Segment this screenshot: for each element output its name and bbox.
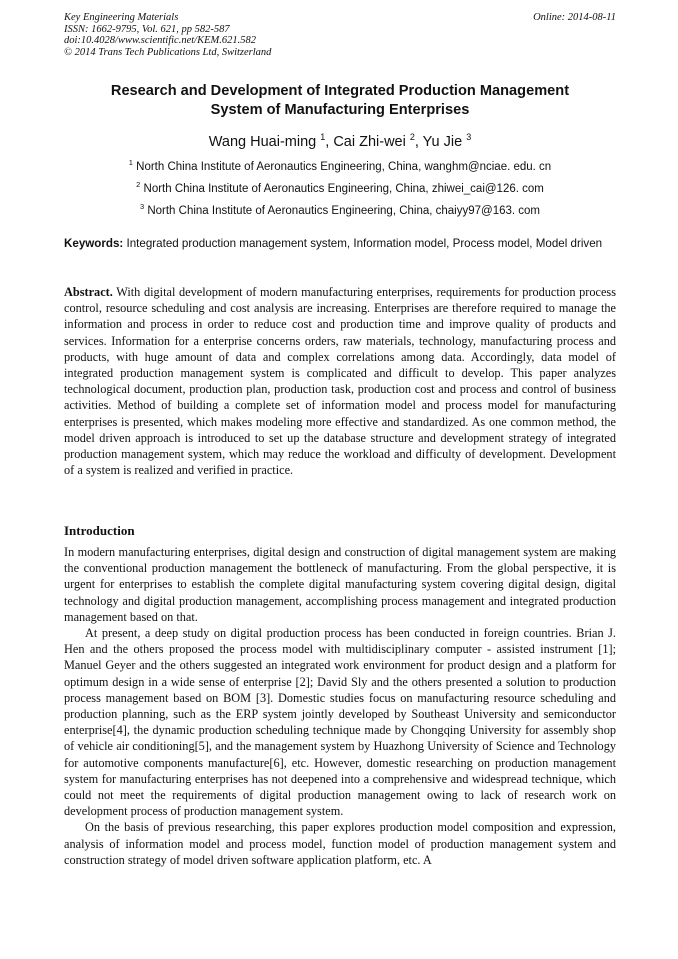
journal-name: Key Engineering Materials	[64, 12, 179, 23]
keywords-text: Integrated production management system, Information model, Process model, Model driven	[123, 237, 603, 250]
author-affil-mark: 1	[320, 132, 326, 142]
affiliation-text: North China Institute of Aeronautics Engineering, China, wanghm@nciae. edu. cn	[132, 160, 552, 173]
affiliation-text: North China Institute of Aeronautics Engineering, China, zhiwei_cai@126. com	[140, 182, 544, 195]
paragraph: At present, a deep study on digital production process has been conducted in foreign countries. Brian J. Hen and the others proposed the process model with multidisciplinary computer - assisted instrument [1]; Manuel Geyer and the others suggested an integrated work environment for product design and a platform for optimum design in a wide sense of enterprise [2]; David Sly and the others presented a solution to production process management based on BOM [3]. Domestic studies focus on manufacturing resource scheduling and production planning, such as the ERP system jointly developed by Southeast University and semiconductor enterprise[4], the dynamic production scheduling technique made by Chongqing University for assembly shop of vehicle air conditioning[5], and the management system by Huazhong University of Science and Technology for automotive components manufacture[6], etc. However, domestic researching on production management system for manufacturing enterprises has not deepened into a comprehensive and widespread technique, which could not meet the requirements of digital production management owing to lack of research work on development process of production management system.	[64, 626, 616, 819]
journal-copyright: © 2014 Trans Tech Publications Ltd, Switzerland	[64, 46, 272, 58]
affiliation-mark: 2	[136, 180, 141, 189]
affiliation	[64, 178, 616, 196]
abstract	[64, 284, 616, 478]
online-date: Online: 2014-08-11	[533, 12, 616, 23]
author-affil-mark: 3	[466, 132, 472, 142]
affiliation-mark: 1	[128, 158, 133, 167]
keywords	[64, 237, 616, 252]
affiliation-text: North China Institute of Aeronautics Engineering, China, chaiyy97@163. com	[144, 204, 541, 217]
author-affil-mark: 2	[409, 132, 415, 142]
author-name: , Yu Jie	[414, 133, 467, 150]
section-heading-introduction: Introduction	[64, 523, 135, 538]
affiliation-mark: 3	[139, 202, 145, 211]
author-list	[64, 128, 616, 151]
abstract-label: Abstract.	[64, 285, 113, 299]
author-name: , Cai Zhi-wei	[325, 133, 410, 150]
paper-title-line: Research and Development of Integrated Production Management	[110, 83, 570, 99]
paper-title	[64, 82, 616, 120]
journal-issn: ISSN: 1662-9795, Vol. 621, pp 582-587	[64, 23, 230, 35]
abstract-text: With digital development of modern manufacturing enterprises, requirements for production process control, resource scheduling and cost analysis are increasing. Enterprises are therefore required to manage the information and process in order to reduce cost and production time and improve quality of products and services. Information for a enterprise concerns orders, raw materials, technology, manufacturing process and products, with huge amount of data and complex correlations among data. Accordingly, data model of integrated production management system is complicated and difficult to develop. This paper analyzes technological document, production plan, production task, production cost and process and control of business activities. Method of building a complete set of information model and process model for manufacturing enterprises is presented, which makes modeling more effective and standardized. As one common method, the model driven approach is introduced to set up the database structure and development strategy of integrated production management system, which may reduce the workload and difficulty of development. Development of a system is realized and verified in practice.	[64, 285, 616, 478]
affiliation	[64, 156, 616, 174]
introduction-body	[64, 544, 616, 868]
paper-title-line: System of Manufacturing Enterprises	[210, 102, 470, 118]
author-name: Wang Huai-ming	[208, 133, 321, 150]
keywords-label: Keywords:	[64, 237, 124, 250]
paragraph: In modern manufacturing enterprises, digital design and construction of digital management system are making the conventional production management the bottleneck of manufacturing. From the global perspective, it is urgent for enterprises to establish the complete digital manufacturing system covering digital design, digital technology and digital production management, accomplishing process management and integrated production management based on that.	[64, 545, 616, 624]
journal-info	[64, 12, 271, 58]
paragraph: On the basis of previous researching, this paper explores production model composition and expression, analysis of information model and process model, function model of production management system and construction strategy of model driven software application platform, etc. A	[64, 820, 616, 867]
affiliation	[64, 200, 616, 218]
journal-doi[interactable]: doi:10.4028/www.scientific.net/KEM.621.582	[64, 35, 256, 46]
